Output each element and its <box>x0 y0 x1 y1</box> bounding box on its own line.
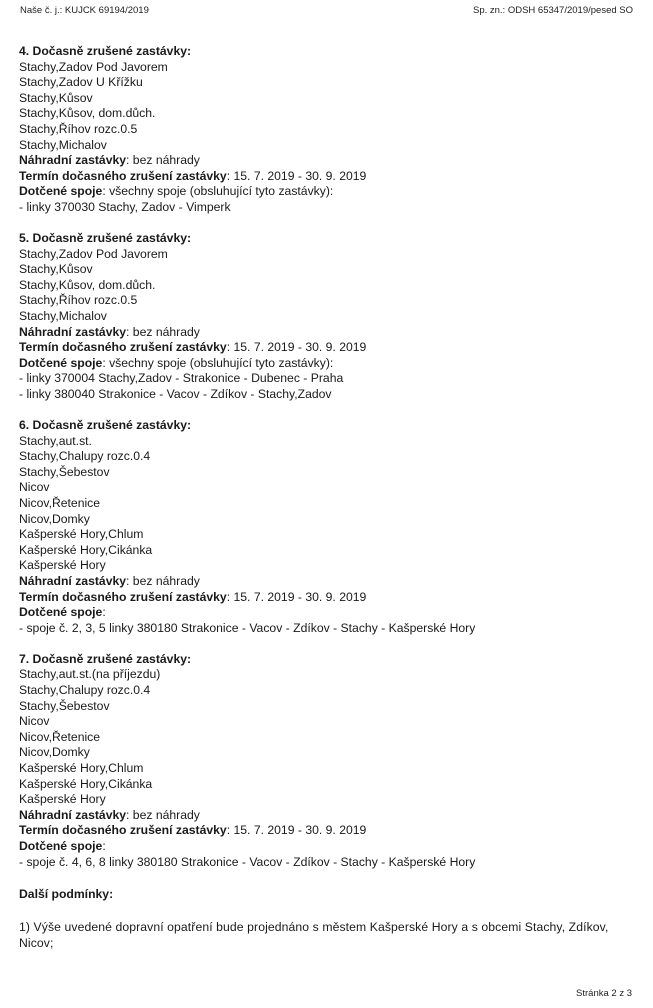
field-label: Dotčené spoje <box>19 184 103 199</box>
stop-item: Stachy,Kůsov, dom.důch. <box>19 277 156 292</box>
field-label: Termín dočasného zrušení zastávky <box>19 589 227 604</box>
section-title: 5. Dočasně zrušené zastávky: <box>19 231 192 246</box>
affected-connections-row <box>19 605 639 621</box>
further-conditions-list <box>19 919 639 951</box>
stop-item: Stachy,Michalov <box>19 309 107 323</box>
section-title: 4. Dočasně zrušené zastávky: <box>19 44 192 58</box>
replacement-stops-row <box>19 325 639 341</box>
field-label: Náhradní zastávky <box>19 324 127 339</box>
field-label: Termín dočasného zrušení zastávky <box>19 340 227 355</box>
document-reference-number: Naše č. j.: KUJCK 69194/2019 <box>20 5 149 16</box>
stop-item: Stachy,Šebestov <box>19 698 110 713</box>
field-value: : bez náhrady <box>126 807 200 822</box>
closure-sections <box>19 44 639 870</box>
further-conditions-heading: Další podmínky: <box>19 886 114 901</box>
closure-term-row <box>19 590 639 606</box>
document-body <box>19 44 639 951</box>
stop-item: Stachy,Michalov <box>19 137 107 152</box>
stop-item: Nicov,Domky <box>19 745 90 760</box>
stop-item: Stachy,Kůsov <box>19 262 93 277</box>
stop-item: Stachy,Kůsov, dom.důch. <box>19 106 156 121</box>
stop-item: Nicov <box>19 714 50 729</box>
stop-item: Stachy,Chalupy rozc.0.4 <box>19 683 151 698</box>
stop-item: Nicov,Řetenice <box>19 496 101 511</box>
field-label: Termín dočasného zrušení zastávky <box>19 168 227 183</box>
stop-item: Stachy,Říhov rozc.0.5 <box>19 121 138 136</box>
affected-line-item: - linky 370030 Stachy, Zadov - Vimperk <box>19 199 231 214</box>
closure-term-row <box>19 340 639 356</box>
page-number: Stránka 2 z 3 <box>576 988 632 999</box>
affected-line-item: - spoje č. 4, 6, 8 linky 380180 Strakonice - Vacov - Zdíkov - Stachy - Kašperské Hory <box>19 854 476 869</box>
field-value: : bez náhrady <box>126 324 200 339</box>
field-value: : bez náhrady <box>126 153 200 168</box>
condition-item: 1) Výše uvedené dopravní opatření bude projednáno s městem Kašperské Hory a s obcemi Stachy, Zdíkov, Nicov; <box>19 919 609 950</box>
field-value: : 15. 7. 2019 - 30. 9. 2019 <box>226 168 367 183</box>
closure-section <box>19 418 639 636</box>
stop-item: Stachy,Chalupy rozc.0.4 <box>19 449 151 464</box>
stop-item: Nicov,Řetenice <box>19 729 101 744</box>
replacement-stops-row <box>19 808 639 824</box>
closure-section <box>19 44 639 216</box>
stop-item: Stachy,Zadov Pod Javorem <box>19 246 168 261</box>
field-value: : <box>102 839 106 853</box>
field-label: Náhradní zastávky <box>19 807 127 822</box>
stop-item: Kašperské Hory,Chlum <box>19 761 144 776</box>
file-reference-number: Sp. zn.: ODSH 65347/2019/pesed SO <box>472 5 633 16</box>
field-value: : 15. 7. 2019 - 30. 9. 2019 <box>226 340 367 355</box>
field-value: : <box>102 605 106 620</box>
replacement-stops-row <box>19 153 639 169</box>
stop-item: Stachy,Zadov Pod Javorem <box>19 59 168 74</box>
affected-line-item: - linky 380040 Strakonice - Vacov - Zdíkov - Stachy,Zadov <box>19 386 332 401</box>
affected-connections-row <box>19 184 639 200</box>
stop-item: Nicov,Domky <box>19 511 90 526</box>
stop-item: Kašperské Hory <box>19 558 106 573</box>
stop-item: Kašperské Hory <box>19 792 106 807</box>
closure-term-row <box>19 169 639 185</box>
field-value: : všechny spoje (obsluhující tyto zastávky): <box>102 184 334 199</box>
field-value: : 15. 7. 2019 - 30. 9. 2019 <box>226 823 367 838</box>
section-title: 7. Dočasně zrušené zastávky: <box>19 651 192 666</box>
stop-item: Stachy,Říhov rozc.0.5 <box>19 293 138 308</box>
closure-section <box>19 231 639 403</box>
stop-item: Stachy,Zadov U Křížku <box>19 75 143 90</box>
field-label: Náhradní zastávky <box>19 574 127 588</box>
field-label: Dotčené spoje <box>19 605 103 620</box>
field-label: Dotčené spoje <box>19 839 103 853</box>
stop-item: Stachy,aut.st. <box>19 433 92 448</box>
field-label: Termín dočasného zrušení zastávky <box>19 823 227 838</box>
closure-section <box>19 652 639 870</box>
replacement-stops-row <box>19 574 639 590</box>
stop-item: Kašperské Hory,Chlum <box>19 527 144 542</box>
stop-item: Stachy,aut.st.(na příjezdu) <box>19 667 161 682</box>
section-title: 6. Dočasně zrušené zastávky: <box>19 418 192 433</box>
field-label: Náhradní zastávky <box>19 153 127 168</box>
stop-item: Kašperské Hory,Cikánka <box>19 542 153 557</box>
affected-line-item: - linky 370004 Stachy,Zadov - Strakonice - Dubenec - Praha <box>19 371 344 386</box>
closure-term-row <box>19 823 639 839</box>
stop-item: Nicov <box>19 480 50 495</box>
field-label: Dotčené spoje <box>19 355 103 370</box>
affected-connections-row <box>19 356 639 372</box>
affected-connections-row <box>19 839 639 855</box>
stop-item: Stachy,Šebestov <box>19 464 110 479</box>
field-value: : bez náhrady <box>126 574 200 588</box>
stop-item: Kašperské Hory,Cikánka <box>19 776 153 791</box>
field-value: : všechny spoje (obsluhující tyto zastávky): <box>102 355 334 370</box>
field-value: : 15. 7. 2019 - 30. 9. 2019 <box>226 589 367 604</box>
stop-item: Stachy,Kůsov <box>19 90 93 105</box>
affected-line-item: - spoje č. 2, 3, 5 linky 380180 Strakonice - Vacov - Zdíkov - Stachy - Kašperské Hory <box>19 620 476 635</box>
